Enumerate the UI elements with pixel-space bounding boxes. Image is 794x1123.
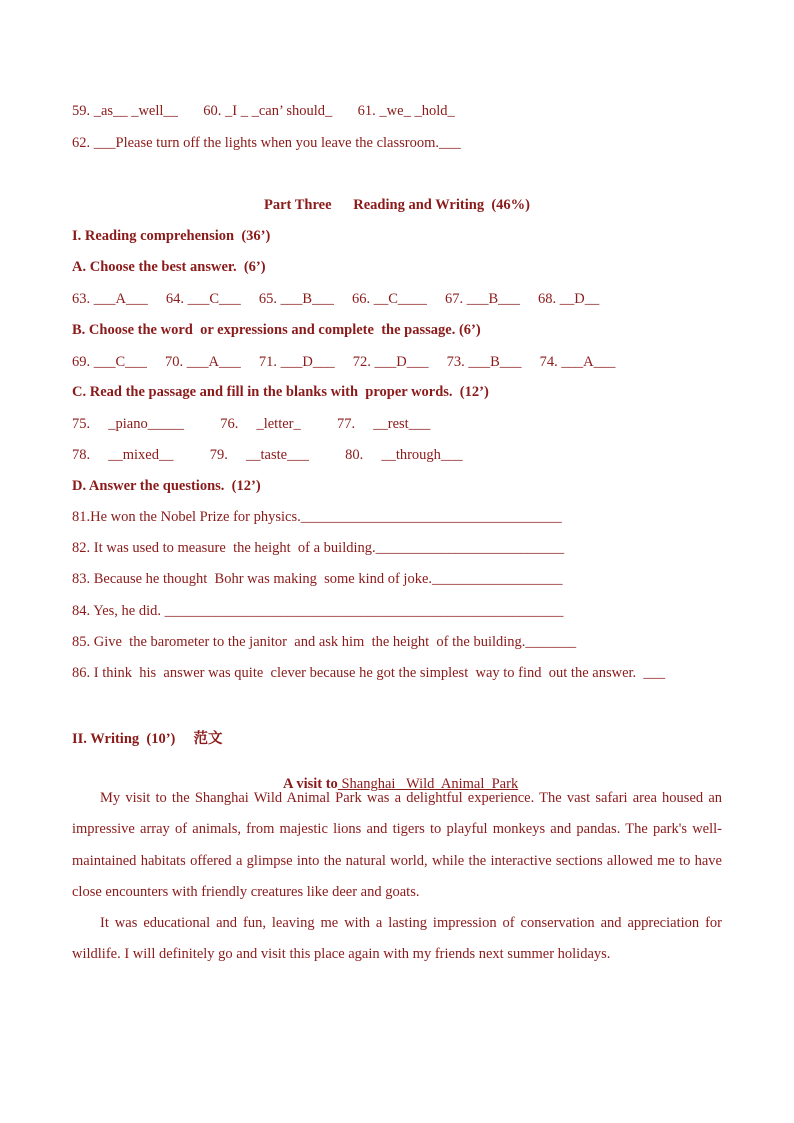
essay-title-prefix: A visit to	[283, 776, 338, 792]
writing-heading: II. Writing (10’) 范文	[72, 731, 223, 747]
section-b-answers: 69. ___C___ 70. ___A___ 71. ___D___ 72. ___D___ 73. ___B___ 74. ___A___	[72, 354, 616, 370]
essay-paragraph-1: My visit to the Shanghai Wild Animal Park was a delightful experience. The vast safari area housed an impressive array of animals, from majestic lions and tigers to playful monkeys and pandas. The park's well-maintained habitats offered a glimpse into the natural world, while the interactive sections allowed me to have close encounters with friendly creatures like deer and goats.	[72, 790, 722, 900]
essay-title-place: Shanghai Wild Animal Park	[337, 776, 519, 792]
section-a-heading: A. Choose the best answer. (6’)	[72, 259, 266, 275]
answer-62: 62. ___Please turn off the lights when you leave the classroom.___	[72, 135, 461, 151]
answer-85: 85. Give the barometer to the janitor and ask him the height of the building._______	[72, 634, 577, 650]
answer-86: 86. I think his answer was quite clever because he got the simplest way to find out the answer. ___	[72, 665, 666, 681]
section-c-row-2: 78. __mixed__ 79. __taste___ 80. __through___	[72, 447, 463, 463]
section-c-heading: C. Read the passage and fill in the blanks with proper words. (12’)	[72, 384, 489, 400]
section-d-heading: D. Answer the questions. (12’)	[72, 478, 261, 494]
section-c-row-1: 75. _piano_____ 76. _letter_ 77. __rest___	[72, 416, 431, 432]
section-a-answers: 63. ___A___ 64. ___C___ 65. ___B___ 66. __C____ 67. ___B___ 68. __D__	[72, 291, 600, 307]
answers-59-61: 59. _as__ _well__ 60. _I _ _can’ should_ 61. _we_ _hold_	[72, 103, 455, 119]
section-b-heading: B. Choose the word or expressions and complete the passage. (6’)	[72, 322, 481, 338]
essay-paragraph-2: It was educational and fun, leaving me with a lasting impression of conservation and appreciation for wildlife. I will definitely go and visit this place again with my friends next summer holidays.	[72, 915, 722, 963]
answer-81: 81.He won the Nobel Prize for physics.____________________________________	[72, 509, 562, 525]
reading-comprehension-heading: I. Reading comprehension (36’)	[72, 228, 271, 244]
answer-83: 83. Because he thought Bohr was making some kind of joke.__________________	[72, 571, 563, 587]
answer-82: 82. It was used to measure the height of a building.__________________________	[72, 540, 565, 556]
essay-body	[72, 783, 722, 971]
answer-84: 84. Yes, he did. _______________________________________________________	[72, 603, 564, 619]
part-three-heading: Part Three Reading and Writing (46%)	[264, 197, 530, 213]
